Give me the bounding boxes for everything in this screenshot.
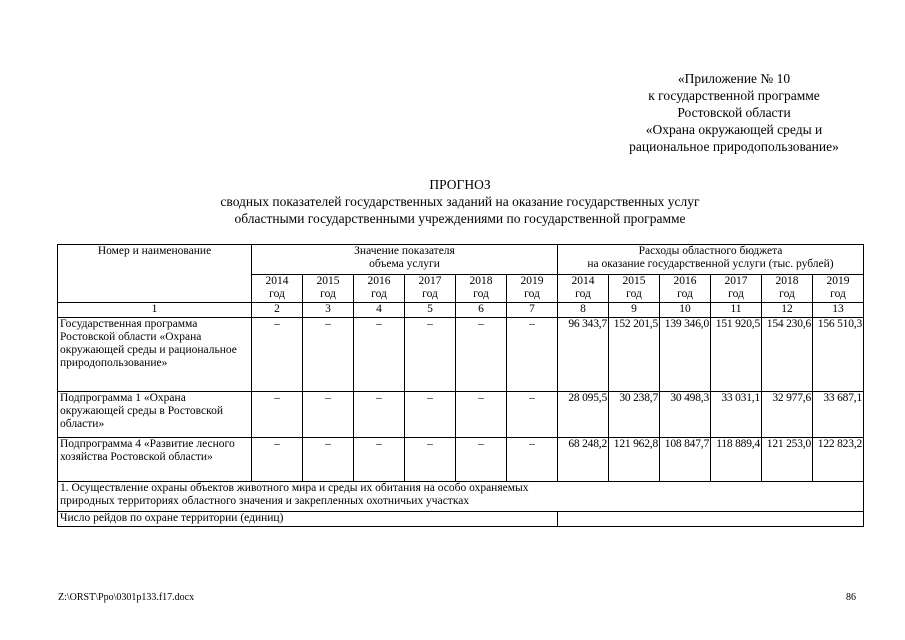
raids-row	[58, 512, 864, 527]
appendix-line: «Охрана окружающей среды и	[645, 122, 823, 137]
section-line: природных территориях областного значения и закрепленных охотничьих участках	[60, 495, 470, 507]
year-value: 2019	[520, 275, 544, 287]
year-word: год	[524, 288, 540, 300]
appendix-line: Ростовской области	[677, 105, 791, 120]
header-name: Номер и наименование	[97, 245, 212, 257]
raids-empty-cell	[558, 512, 864, 527]
year-cell	[252, 275, 303, 303]
column-number: 11	[711, 303, 762, 318]
year-value: 2016	[673, 275, 697, 287]
table-row	[58, 392, 864, 438]
year-value: 2016	[367, 275, 391, 287]
year-word: год	[269, 288, 285, 300]
year-cell	[762, 275, 813, 303]
year-cell	[711, 275, 762, 303]
column-number: 10	[660, 303, 711, 318]
expense-value: 118 889,4	[711, 438, 762, 482]
year-word: год	[371, 288, 387, 300]
indicator-value: –	[456, 392, 507, 438]
row-name: Подпрограмма 4 «Развитие лесного хозяйства Ростовской области»	[58, 438, 252, 482]
header-expenses-cell	[558, 245, 864, 275]
expense-value: 156 510,3	[813, 318, 864, 392]
row-name: Государственная программа Ростовской области «Охрана окружающей среды и рациональное природопользование»	[58, 318, 252, 392]
year-cell	[609, 275, 660, 303]
year-cell	[354, 275, 405, 303]
expense-value: 30 498,3	[660, 392, 711, 438]
section-line: 1. Осуществление охраны объектов животного мира и среды их обитания на особо охраняемых	[60, 482, 529, 494]
year-cell	[660, 275, 711, 303]
year-word: год	[320, 288, 336, 300]
year-cell	[813, 275, 864, 303]
expense-value: 139 346,0	[660, 318, 711, 392]
indicator-value: –	[507, 438, 558, 482]
column-number: 13	[813, 303, 864, 318]
indicator-value: –	[405, 392, 456, 438]
heading-line: сводных показателей государственных заданий на оказание государственных услуг	[220, 194, 700, 209]
appendix-line: к государственной программе	[648, 88, 820, 103]
header-expenses-line: на оказание государственной услуги (тыс. рублей)	[587, 258, 834, 270]
column-number: 5	[405, 303, 456, 318]
expense-value: 33 031,1	[711, 392, 762, 438]
indicator-value: –	[405, 438, 456, 482]
expense-value: 30 238,7	[609, 392, 660, 438]
indicator-value: –	[303, 438, 354, 482]
expense-value: 122 823,2	[813, 438, 864, 482]
column-number: 12	[762, 303, 813, 318]
heading-line: областными государственными учреждениями по государственной программе	[234, 211, 686, 226]
year-word: год	[473, 288, 489, 300]
year-value: 2018	[469, 275, 493, 287]
year-value: 2019	[826, 275, 850, 287]
indicator-value: –	[405, 318, 456, 392]
indicator-value: –	[303, 318, 354, 392]
expense-value: 28 095,5	[558, 392, 609, 438]
expense-value: 96 343,7	[558, 318, 609, 392]
indicator-value: –	[354, 438, 405, 482]
year-word: год	[422, 288, 438, 300]
indicator-value: –	[303, 392, 354, 438]
indicator-value: –	[252, 392, 303, 438]
indicator-value: –	[252, 438, 303, 482]
section-row	[58, 482, 864, 512]
header-name-cell	[58, 245, 252, 303]
indicator-value: –	[456, 438, 507, 482]
expense-value: 152 201,5	[609, 318, 660, 392]
appendix-block	[600, 70, 868, 155]
header-indicator-cell	[252, 245, 558, 275]
year-value: 2017	[418, 275, 442, 287]
expense-value: 33 687,1	[813, 392, 864, 438]
column-number: 1	[58, 303, 252, 318]
year-word: год	[626, 288, 642, 300]
year-value: 2015	[622, 275, 646, 287]
indicator-value: –	[507, 392, 558, 438]
column-numbers-row	[58, 303, 864, 318]
year-cell	[456, 275, 507, 303]
year-value: 2015	[316, 275, 340, 287]
appendix-line: «Приложение № 10	[677, 71, 791, 86]
year-word: год	[728, 288, 744, 300]
column-number: 6	[456, 303, 507, 318]
year-word: год	[830, 288, 846, 300]
heading-title: ПРОГНОЗ	[429, 177, 491, 192]
column-number: 4	[354, 303, 405, 318]
column-number: 2	[252, 303, 303, 318]
file-path: Z:\ORST\Ppo\0301p133.f17.docx	[58, 592, 195, 603]
raids-label: Число рейдов по охране территории (единиц)	[58, 512, 558, 527]
table-header-row	[58, 245, 864, 275]
expense-value: 154 230,6	[762, 318, 813, 392]
year-cell	[405, 275, 456, 303]
header-indicator-line: объема услуги	[369, 258, 440, 270]
table-row	[58, 318, 864, 392]
year-cell	[303, 275, 354, 303]
column-number: 9	[609, 303, 660, 318]
year-cell	[507, 275, 558, 303]
indicator-value: –	[456, 318, 507, 392]
indicator-value: –	[252, 318, 303, 392]
indicator-value: –	[354, 392, 405, 438]
indicator-value: –	[354, 318, 405, 392]
expense-value: 32 977,6	[762, 392, 813, 438]
section-cell	[58, 482, 864, 512]
column-number: 7	[507, 303, 558, 318]
expense-value: 121 253,0	[762, 438, 813, 482]
year-word: год	[677, 288, 693, 300]
document-heading	[50, 176, 870, 227]
year-word: год	[779, 288, 795, 300]
year-value: 2018	[775, 275, 799, 287]
expense-value: 68 248,2	[558, 438, 609, 482]
expense-value: 108 847,7	[660, 438, 711, 482]
year-cell	[558, 275, 609, 303]
year-value: 2017	[724, 275, 748, 287]
row-name: Подпрограмма 1 «Охрана окружающей среды в Ростовской области»	[58, 392, 252, 438]
appendix-line: рациональное природопользование»	[629, 139, 839, 154]
expense-value: 151 920,5	[711, 318, 762, 392]
column-number: 8	[558, 303, 609, 318]
indicator-value: –	[507, 318, 558, 392]
year-value: 2014	[571, 275, 595, 287]
header-indicator-line: Значение показателя	[354, 245, 455, 257]
header-expenses-line: Расходы областного бюджета	[638, 245, 783, 257]
year-value: 2014	[265, 275, 289, 287]
page-number: 86	[846, 592, 856, 603]
year-word: год	[575, 288, 591, 300]
expense-value: 121 962,8	[609, 438, 660, 482]
column-number: 3	[303, 303, 354, 318]
table-row	[58, 438, 864, 482]
forecast-table	[57, 244, 864, 527]
